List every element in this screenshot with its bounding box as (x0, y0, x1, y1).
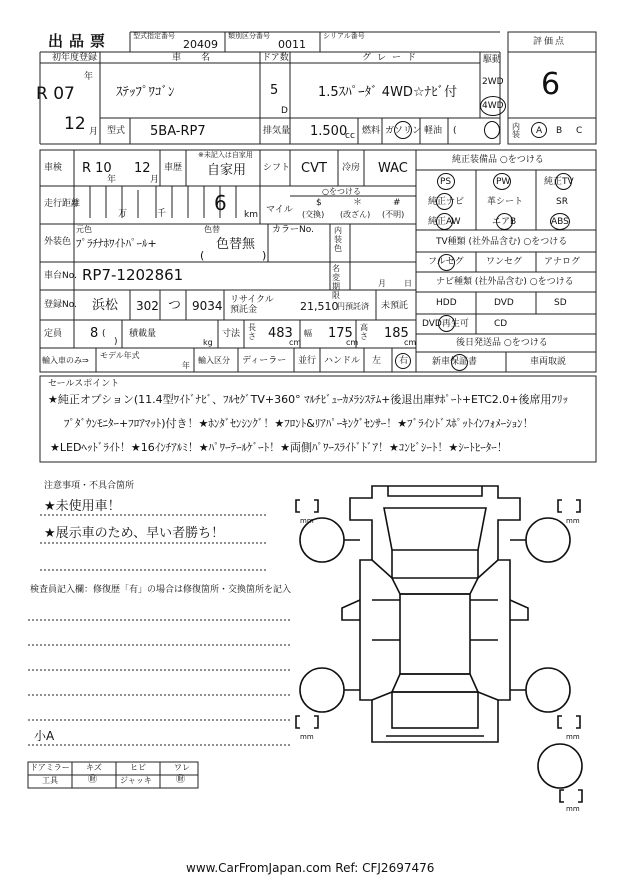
mileage-label: 走行距離 (44, 199, 81, 209)
tv-fullseg: フルセグ (428, 257, 464, 267)
drive-4wd: 4WD (482, 101, 504, 111)
grade-label: グレード (362, 53, 423, 63)
name-change-label: 名変期限 (332, 264, 340, 300)
length-value: 483 (268, 326, 293, 341)
doors-suffix: D (281, 106, 288, 116)
serial-label: シリアル番号 (323, 32, 365, 40)
first-reg-year: R 07 (36, 84, 75, 104)
usage-label: 車歴 (164, 163, 183, 173)
doors-label: ドア数 (262, 53, 289, 63)
notes-line-1: ★未使用車！ (44, 499, 121, 514)
shaken-month: 12 (134, 161, 151, 176)
mileage-value: 6 (214, 191, 227, 215)
drive-2wd: 2WD (482, 77, 504, 87)
color-change: 色替無 (216, 237, 256, 252)
model-value: 5BA-RP7 (150, 124, 206, 139)
equip-abs: ABS (551, 217, 569, 227)
import-label: 輸入車のみ⇒ (42, 356, 89, 365)
model-year-mark: 年 (182, 361, 190, 370)
legend-crack: ヒビ (130, 763, 146, 772)
type-no-label: 型式指定番号 (133, 32, 175, 40)
fuel-label: 燃料 (362, 126, 381, 136)
width-cm: cm (346, 338, 359, 347)
first-reg-month-mark: 月 (89, 127, 99, 137)
color-original-label: 元色 (76, 225, 92, 234)
later-warranty-circle (451, 354, 468, 371)
shift-label: シフト (263, 163, 291, 173)
equip-airbag-circle (496, 213, 513, 230)
height-value: 185 (384, 326, 409, 341)
shaken-label: 車検 (44, 163, 63, 173)
capacity-label: 定員 (44, 329, 63, 339)
score-label: 評価点 (533, 37, 567, 47)
sales-line-3: ★LEDﾍｯﾄﾞﾗｲﾄ！★16ｲﾝﾁｱﾙﾐ！★ﾊﾟﾜｰﾃｰﾙｹﾞｰﾄ！★両側ﾊﾟﾜｰｽﾗｲﾄﾞﾄﾞｱ！★ｺﾝﾋﾞｼｰﾄ！★ｼｰﾄﾋｰﾀｰ！ (50, 441, 508, 454)
shaken-year: R 10 (82, 161, 112, 176)
equip-pw-circle (493, 173, 511, 190)
first-reg-month: 12 (64, 114, 86, 134)
navi-dvd-play: DVD再生可 (422, 319, 469, 329)
first-reg-label: 初年度登録 (52, 53, 98, 63)
equip-ps: PS (440, 177, 452, 187)
equip-abs-circle (550, 213, 570, 230)
navi-dvd-play-circle (438, 315, 455, 332)
vehicle-name: ｽﾃｯﾌﾟﾜｺﾞﾝ (116, 85, 175, 100)
mileage-opt2-sub: (改ざん) (340, 210, 371, 219)
length-cm: cm (289, 338, 302, 347)
legend-jack: ジャッキ (120, 776, 152, 785)
navi-hdd: HDD (436, 298, 457, 308)
fuel-gasoline: ガソリン (385, 126, 422, 136)
legend-jack-mark: ㊖ (176, 775, 186, 785)
handle-right: 右 (399, 356, 409, 366)
shaken-year-mark: 年 (107, 175, 117, 185)
chassis-value: RP7-1202861 (82, 266, 184, 284)
recycle-paid: 円預託済 (337, 302, 369, 311)
fuel-gasoline-circle (394, 121, 412, 139)
capacity-paren-close: ) (114, 337, 118, 347)
class-no-value: 0011 (278, 38, 306, 51)
reg-kana: つ (168, 298, 182, 313)
sales-line-2: ﾌﾟﾀﾞｳﾝﾓﾆﾀｰ+ﾌﾛｱﾏｯﾄ)付き！★ﾎﾝﾀﾞｾﾝｼﾝｸﾞ！★ﾌﾛﾝﾄ&ﾘｱﾊﾟｰｷﾝｸﾞｾﾝｻｰ！★ﾌﾞﾗｲﾝﾄﾞｽﾎﾟｯﾄｲﾝﾌｫﾒｰｼｮﾝ！ (64, 417, 534, 430)
displacement-label: 排気量 (263, 126, 291, 136)
import-parallel: 並行 (298, 356, 317, 366)
later-title: 後日発送品 ○をつける (456, 338, 548, 348)
sales-line-1: ★純正オプション(11.4型ﾜｲﾄﾞﾅﾋﾞ、ﾌﾙｾｸﾞTV+360° ﾏﾙﾁﾋﾞｭｰｶﾒﾗｼｽﾃﾑ+後退出庫ｻﾎﾟｰﾄ+ETC2.0+後席用ﾌﾘｯ (48, 393, 568, 406)
mileage-man: 万 (118, 209, 128, 219)
color-change-label: 色替 (204, 225, 220, 234)
color-paren-open: ( (200, 249, 205, 262)
interior-grade-a: A (536, 126, 543, 136)
capacity-value: 8 (90, 326, 99, 341)
color-paren-close: ) (262, 249, 267, 262)
model-year-label: モデル年式 (100, 351, 140, 360)
equip-sr: SR (556, 197, 568, 207)
dims-label: 寸法 (222, 329, 241, 339)
fuel-other: ( (453, 126, 457, 136)
footer-reference: www.CarFromJapan.com Ref: CFJ2697476 (186, 861, 435, 875)
mileage-circle-note: ○をつける (322, 187, 361, 196)
equipment-title: 純正装備品 ○をつける (452, 155, 544, 165)
interior-grade-b: B (556, 126, 563, 136)
reg-label: 登録No. (44, 300, 77, 310)
mileage-opt1-sub: (交換) (302, 210, 325, 219)
first-reg-year-mark: 年 (84, 72, 94, 82)
reg-number: 9034 (192, 299, 223, 313)
import-category-label: 輸入区分 (198, 356, 230, 365)
handle-label: ハンドル (324, 356, 361, 366)
ac-label: 冷房 (342, 163, 361, 173)
tread-mm-spare: mm (566, 805, 580, 813)
drive-label: 駆動 (483, 55, 502, 65)
equip-navi-circle (436, 193, 453, 210)
height-cm: cm (404, 338, 417, 347)
width-label: 幅 (304, 329, 312, 338)
equip-navi: 純正ナビ (428, 197, 465, 207)
legend-break: ワレ (174, 763, 190, 772)
grade-value: 1.5ｽﾊﾟｰﾀﾞ 4WD☆ﾅﾋﾞ付 (318, 85, 458, 100)
sales-label: セールスポイント (48, 379, 120, 389)
ac-value: WAC (378, 161, 408, 176)
tv-analog: アナログ (544, 257, 581, 267)
cc-unit: cc (345, 131, 355, 141)
usage-value: 自家用 (207, 163, 247, 178)
color-original: ﾌﾟﾗﾁﾅﾎﾜｲﾄﾊﾟｰﾙ+ (76, 237, 157, 250)
tv-title: TV種類 (社外品含む) ○をつける (436, 237, 568, 247)
class-no-label: 類別区分番号 (228, 32, 270, 40)
fuel-other-circle (484, 121, 500, 139)
mileage-sen: 千 (157, 209, 167, 219)
tv-fullseg-circle (438, 254, 455, 271)
later-warranty: 新車保証書 (432, 357, 478, 367)
car-diagram (296, 486, 582, 802)
mileage-opt2: ＊ (353, 198, 363, 208)
navi-cd: CD (494, 319, 508, 329)
equip-leather: 革シート (487, 197, 524, 207)
shift-value: CVT (301, 161, 327, 176)
reg-area: 浜松 (92, 298, 119, 313)
notes-line-2: ★展示車のため、早い者勝ち！ (44, 526, 225, 541)
legend-tools-mark: ㊖ (88, 775, 98, 785)
mileage-km: km (244, 210, 258, 220)
inspector-note: 小A (34, 729, 55, 743)
name-change-month: 月 (378, 279, 386, 288)
equip-airbag: エアB (492, 217, 517, 227)
handle-left: 左 (372, 356, 382, 366)
equip-aw-circle (436, 213, 453, 230)
interior-grade-a-circle (531, 122, 547, 138)
height-label: 高さ (360, 323, 368, 341)
name-change-day: 日 (404, 279, 412, 288)
interior-label: 内装 (512, 122, 520, 139)
color-no-label: カラーNo. (272, 225, 314, 235)
vehicle-name-label: 車名 (172, 53, 231, 63)
legend-scratch: キズ (86, 763, 102, 772)
tread-mm-rl: mm (300, 733, 314, 741)
load-kg: kg (203, 338, 213, 347)
notes-label: 注意事項・不具合箇所 (44, 481, 135, 491)
tv-oneseg: ワンセグ (486, 257, 523, 267)
mileage-mile: マイル (266, 205, 293, 215)
score-value: 6 (541, 67, 561, 102)
color-label: 外装色 (44, 237, 72, 247)
legend-tools: 工具 (42, 776, 58, 785)
navi-dvd: DVD (494, 298, 514, 308)
equip-ps-circle (437, 173, 455, 190)
handle-right-circle (395, 353, 411, 369)
tread-mm-fl: mm (300, 517, 314, 525)
mileage-opt1: $ (316, 198, 322, 208)
inspector-label: 検査員記入欄：修復歴「有」の場合は修復箇所・交換箇所を記入 (30, 585, 292, 595)
interior-color-label: 内装色 (334, 226, 342, 253)
doors-value: 5 (270, 83, 279, 98)
mileage-opt3: # (393, 198, 401, 208)
equip-pw: PW (496, 177, 511, 187)
equip-aw: 純正AW (428, 217, 461, 227)
recycle-unpaid: 未預託 (381, 301, 409, 311)
drive-4wd-circle (480, 96, 506, 116)
recycle-label: リサイクル預託金 (230, 295, 274, 315)
displacement-value: 1.500 (310, 124, 348, 139)
legend-door-mirror: ドアミラー (30, 763, 70, 772)
recycle-value: 21,510 (300, 300, 339, 313)
form-title: 出品票 (48, 32, 112, 50)
later-manual: 車両取説 (530, 357, 567, 367)
import-dealer: ディーラー (242, 356, 287, 366)
equip-tv-circle (555, 173, 572, 190)
model-label: 型式 (107, 126, 126, 136)
interior-grade-c: C (576, 126, 583, 136)
reg-class: 302 (136, 299, 159, 313)
capacity-paren-open: ( (102, 329, 106, 339)
equip-tv: 純正TV (544, 177, 574, 187)
fuel-diesel: 軽油 (424, 126, 443, 136)
width-value: 175 (328, 326, 353, 341)
type-no-value: 20409 (183, 38, 218, 51)
navi-sd: SD (554, 298, 567, 308)
chassis-label: 車台No. (44, 271, 77, 281)
length-label: 長さ (248, 323, 256, 341)
navi-title: ナビ種類 (社外品含む) ○をつける (436, 277, 574, 287)
usage-note: ※未記入は自家用 (198, 151, 253, 159)
load-label: 積載量 (129, 329, 157, 339)
mileage-opt3-sub: (不明) (382, 210, 405, 219)
shaken-month-mark: 月 (150, 175, 160, 185)
tread-mm-fr: mm (566, 517, 580, 525)
tread-mm-rr: mm (566, 733, 580, 741)
